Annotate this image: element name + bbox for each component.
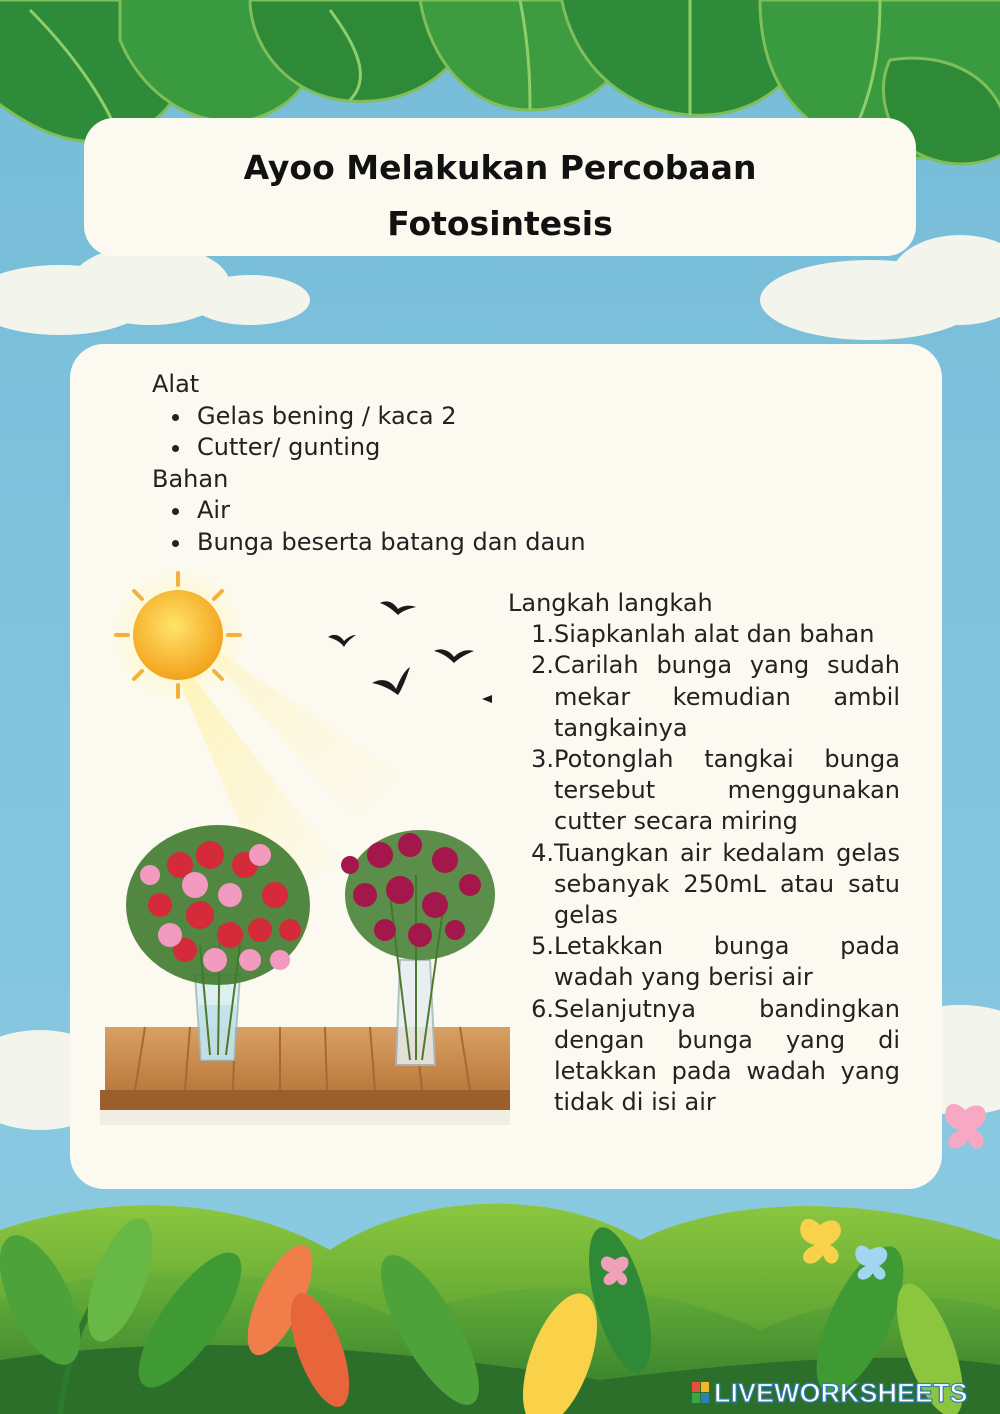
ingredients-heading: Bahan bbox=[152, 464, 229, 493]
list-item: Gelas bening / kaca 2 bbox=[197, 401, 752, 433]
step-text: Tuangkan air kedalam gelas sebanyak 250mL atau satu gelas bbox=[554, 838, 900, 930]
flower-icon bbox=[126, 825, 310, 985]
step-number: 5 . bbox=[524, 931, 556, 962]
list-item: Bunga beserta batang dan daun bbox=[197, 527, 752, 559]
tools-list bbox=[152, 401, 752, 464]
title-line-2: Fotosintesis bbox=[387, 204, 613, 243]
steps-list bbox=[508, 619, 900, 1118]
experiment-illustration bbox=[100, 565, 510, 1125]
step-text: Letakkan bunga pada wadah yang berisi air bbox=[554, 932, 900, 992]
title-line-1: Ayoo Melakukan Percobaan bbox=[243, 148, 757, 187]
watermark-text: LIVEWORKSHEETS bbox=[714, 1377, 968, 1408]
list-item bbox=[508, 650, 900, 744]
step-number: 4 . bbox=[524, 838, 556, 869]
list-item bbox=[508, 931, 900, 993]
list-item bbox=[508, 994, 900, 1119]
tools-heading: Alat bbox=[152, 370, 200, 398]
steps-heading: Langkah langkah bbox=[508, 589, 713, 617]
liveworksheets-logo-icon bbox=[692, 1382, 710, 1404]
step-text: Selanjutnya bandingkan dengan bunga yang di letakkan pada wadah yang tidak di isi air bbox=[554, 994, 900, 1117]
step-text: Siapkanlah alat dan bahan bbox=[554, 620, 875, 649]
flower-icon bbox=[341, 830, 495, 960]
step-number: 3 . bbox=[524, 744, 556, 775]
list-item bbox=[508, 619, 900, 650]
list-item bbox=[508, 744, 900, 838]
wooden-table bbox=[100, 1027, 510, 1125]
step-text: Potonglah tangkai bunga tersebut menggunakan cutter secara miring bbox=[554, 745, 900, 836]
bird-icon bbox=[328, 601, 492, 703]
step-number: 2 . bbox=[524, 650, 556, 681]
sun-icon bbox=[106, 565, 250, 707]
page-title bbox=[84, 140, 916, 252]
liveworksheets-watermark[interactable] bbox=[692, 1378, 968, 1408]
step-number: 6 . bbox=[524, 994, 556, 1025]
list-item: Cutter/ gunting bbox=[197, 432, 752, 464]
list-item bbox=[508, 838, 900, 932]
materials-section bbox=[152, 369, 752, 558]
steps-section bbox=[508, 588, 900, 1118]
step-text: Carilah bunga yang sudah mekar kemudian ambil tangkainya bbox=[554, 651, 900, 742]
list-item: Air bbox=[197, 495, 752, 527]
ingredients-list bbox=[152, 495, 752, 558]
step-number: 1 . bbox=[524, 619, 556, 650]
